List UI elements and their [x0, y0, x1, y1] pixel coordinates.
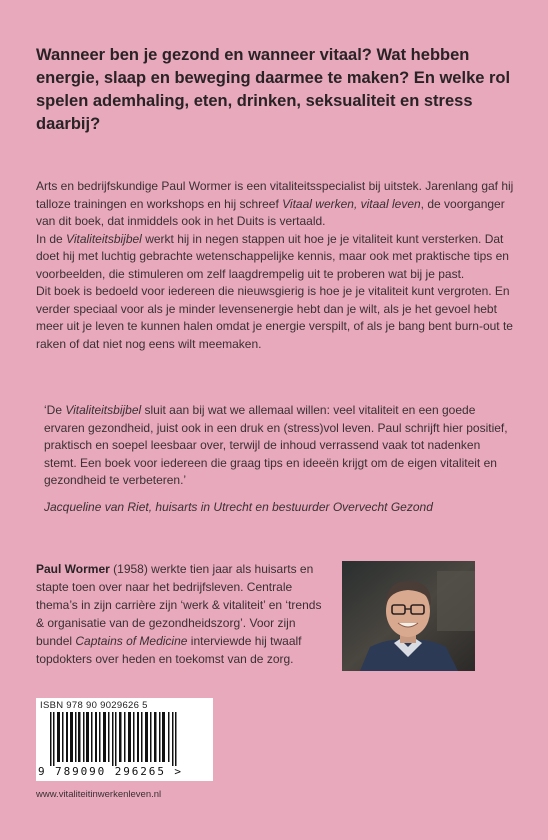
bio-text-a: (1958) werkte tien jaar als huisarts en stapte toen over naar het bedrijfsleven. Centrale thema’s in zijn carrière zijn ‘werk & vitaliteit’ en ‘trends & organisatie van de gezondheidszorg’. Voor zijn bundel	[36, 562, 322, 648]
website-url: www.vitaliteitinwerkenleven.nl	[36, 789, 162, 800]
intro-p2-book-title: Vitaliteitsbijbel	[66, 231, 142, 246]
intro-text	[36, 178, 516, 353]
barcode-digits: 9 789090 296265 >	[38, 765, 183, 778]
endorsement-quote	[44, 402, 510, 490]
bio-text-b: interviewde hij twaalf topdokters over heden en toekomst van de zorg.	[36, 634, 302, 666]
back-cover-headline: Wanneer ben je gezond en wanneer vitaal? Wat hebben energie, slaap en beweging daarmee te maken? En welke rol spelen ademhaling, eten, drinken, seksualiteit en stress daarbij?	[36, 46, 511, 133]
isbn-barcode	[36, 698, 213, 781]
barcode-bars	[42, 712, 202, 766]
quote-book-title: Vitaliteitsbijbel	[65, 403, 142, 417]
intro-p2-text-a: In de	[36, 231, 67, 246]
intro-p2-text-b: werkt hij in negen stappen uit hoe je je vitaliteit kunt versterken. Dat doet hij met luchtig gebrachte wetenschappelijke kennis, maar ook met praktische tips en voorbeelden, die stimuleren om zelf laagdrempelig uit te proberen wat bij je past.	[36, 231, 509, 281]
intro-paragraph-3: Dit boek is bedoeld voor iedereen die nieuwsgierig is hoe je je vitaliteit kunt vergroten. En verder speciaal voor als je minder levensenergie hebt dan je wilt, als je het gevoel hebt meer uit je leven te kunnen halen omdat je energie verspilt, of als je bang bent burn-out te raken of dat niet nog eens wilt meemaken.	[36, 284, 513, 351]
author-portrait-illustration	[342, 561, 475, 671]
intro-paragraph-2	[36, 231, 516, 284]
author-bio	[36, 560, 332, 668]
intro-p1-text-b: , de voorganger van dit boek, dat inmiddels ook in het Duits is vertaald.	[36, 196, 505, 228]
bio-book-title: Captains of Medicine	[75, 634, 188, 648]
author-name: Paul Wormer	[36, 562, 110, 576]
intro-paragraph-1	[36, 178, 516, 231]
quote-text-b: sluit aan bij wat we allemaal willen: veel vitaliteit en een goede ervaren gezondheid, juist ook in een druk en (stress)vol leven. Paul schrijft hier positief, praktisch en soepel leesbaar over, terwijl de inhoud verrassend vaak tot nadenken stemt. Een boek voor iedereen die graag tips en ideeën krijgt om de eigen vitaliteit en gezondheid te verbeteren.’	[44, 403, 508, 487]
quote-attribution: Jacqueline van Riet, huisarts in Utrecht en bestuurder Overvecht Gezond	[44, 500, 433, 514]
author-photo	[342, 561, 475, 671]
intro-p1-book-title: Vitaal werken, vitaal leven	[282, 196, 421, 211]
isbn-number: ISBN 978 90 9029626 5	[40, 700, 148, 711]
intro-p1-text-a: Arts en bedrijfskundige Paul Wormer is een vitaliteitsspecialist bij uitstek. Jarenlang gaf hij talloze trainingen en workshops en hij schreef	[36, 179, 514, 211]
quote-text-a: ‘De	[44, 403, 66, 417]
